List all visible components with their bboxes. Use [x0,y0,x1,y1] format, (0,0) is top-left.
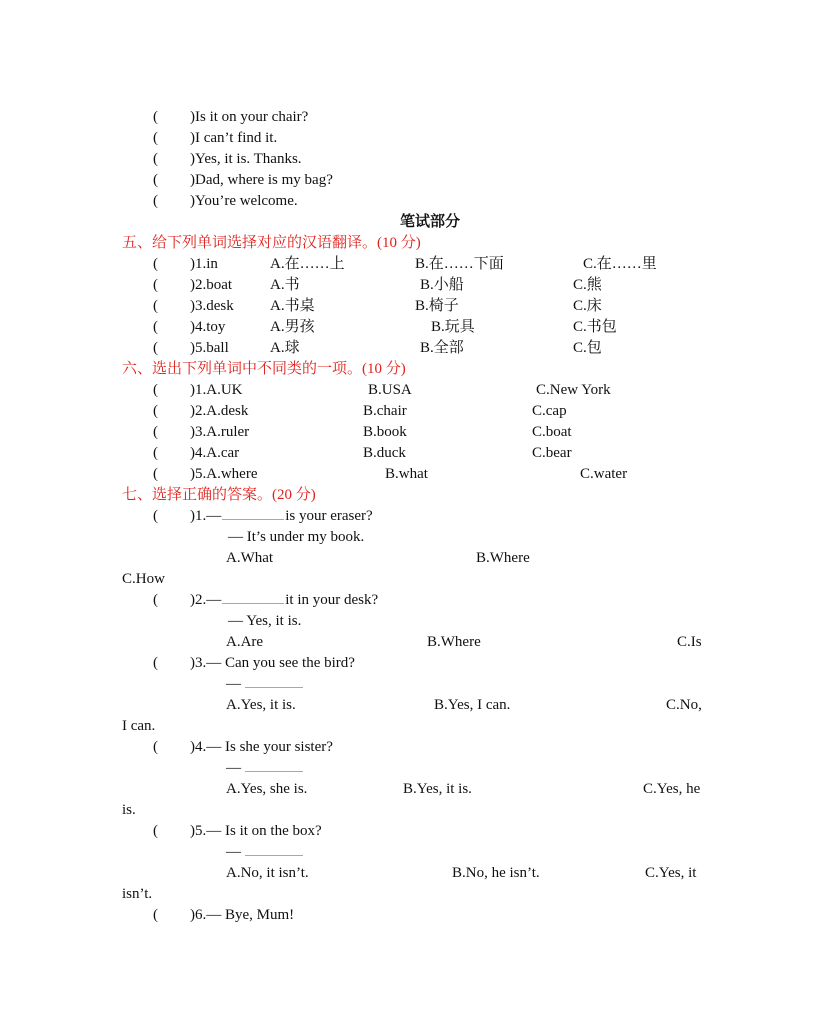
s7-q5-reply [226,843,303,861]
s7-q2-reply: — Yes, it is. [228,613,302,629]
paren-close: ) [190,109,195,125]
s5-q3-option-a: A.书桌 [270,298,315,314]
answer-blank[interactable] [245,759,303,772]
answer-blank[interactable] [245,843,303,856]
s5-q5: )5.ball [190,340,229,356]
paren-open: ( [153,256,158,272]
s7-q3-option-b: B.Yes, I can. [434,697,511,713]
s7-q1-option-b: B.Where [476,550,530,566]
s7-q1-stem [190,507,373,525]
s6-q4: )4.A.car [190,445,240,461]
paren-open: ( [153,403,158,419]
s5-q4-option-c: C.书包 [573,319,617,335]
question-text: it in your desk? [285,592,379,608]
s5-q2: )2.boat [190,277,233,293]
s7-q4-stem: )4.— Is she your sister? [190,739,333,755]
s7-q2-option-a: A.Are [226,634,264,650]
s7-q2-option-b: B.Where [427,634,481,650]
order-line-4 [190,171,333,189]
paren-close: ) [190,130,195,146]
s7-q1-reply: — It’s under my book. [228,529,365,545]
section7-heading: 七、选择正确的答案。(20 分) [122,487,316,503]
paren-open: ( [153,592,158,608]
s7-q2-option-c: C.Is [677,634,702,650]
paren-open: ( [153,151,158,167]
s6-q3-option-b: B.book [363,424,407,440]
paren-open: ( [153,739,158,755]
paren-close: ) [190,172,195,188]
paren-open: ( [153,823,158,839]
answer-blank[interactable] [245,675,303,688]
paren-open: ( [153,466,158,482]
answer-blank[interactable] [222,591,284,604]
s6-q3-option-c: C.boat [532,424,572,440]
s5-q2-option-b: B.小船 [420,277,464,293]
dash: — [226,844,241,860]
order-line-3 [190,150,302,168]
s7-q4-option-c-cont: is. [122,802,136,818]
s5-q1-option-c: C.在……里 [583,256,657,272]
paren-open: ( [153,130,158,146]
s7-q6-stem: )6.— Bye, Mum! [190,907,295,923]
s5-q5-option-a: A.球 [270,340,300,356]
s6-q4-option-b: B.duck [363,445,406,461]
s7-q3-option-c: C.No, [666,697,702,713]
s7-q4-option-a: A.Yes, she is. [226,781,308,797]
paren-open: ( [153,340,158,356]
paren-open: ( [153,298,158,314]
s7-q4-option-b: B.Yes, it is. [403,781,472,797]
s6-q5-option-c: C.water [580,466,628,482]
s6-q4-option-c: C.bear [532,445,572,461]
paren-open: ( [153,907,158,923]
s7-q4-option-c: C.Yes, he [643,781,701,797]
s5-q3-option-c: C.床 [573,298,602,314]
s7-q3-option-c-cont: I can. [122,718,156,734]
section5-heading: 五、给下列单词选择对应的汉语翻译。(10 分) [122,235,421,251]
paren-open: ( [153,109,158,125]
s7-q3-stem: )3.— Can you see the bird? [190,655,355,671]
s5-q3: )3.desk [190,298,234,314]
s5-q4-option-b: B.玩具 [431,319,475,335]
s7-q5-option-a: A.No, it isn’t. [226,865,309,881]
dash: — [226,760,241,776]
answer-blank[interactable] [222,507,284,520]
paren-close: ) [190,151,195,167]
s6-q1: )1.A.UK [190,382,243,398]
s6-q2-option-c: C.cap [532,403,567,419]
paren-open: ( [153,319,158,335]
paren-open: ( [153,193,158,209]
paren-open: ( [153,424,158,440]
order-text: Yes, it is. Thanks. [195,151,302,167]
s7-q5-option-b: B.No, he isn’t. [452,865,540,881]
section6-heading: 六、选出下列单词中不同类的一项。(10 分) [122,361,406,377]
s5-q1-option-b: B.在……下面 [415,256,504,272]
order-text: I can’t find it. [195,130,278,146]
s6-q1-option-b: B.USA [368,382,412,398]
s5-q1: )1.in [190,256,218,272]
s5-q5-option-b: B.全部 [420,340,464,356]
paren-open: ( [153,277,158,293]
s5-q2-option-a: A.书 [270,277,300,293]
order-text: Dad, where is my bag? [195,172,333,188]
order-text: You’re welcome. [195,193,298,209]
s6-q5-option-b: B.what [385,466,428,482]
paren-open: ( [153,382,158,398]
s6-q3: )3.A.ruler [190,424,250,440]
s7-q4-reply [226,759,303,777]
s7-q3-reply [226,675,303,693]
order-text: Is it on your chair? [195,109,309,125]
s7-q5-option-c: C.Yes, it [645,865,697,881]
paren-open: ( [153,508,158,524]
written-part-title: 笔试部分 [400,214,461,230]
s7-q1-option-a: A.What [226,550,274,566]
order-line-1 [190,108,308,126]
s6-q2-option-b: B.chair [363,403,407,419]
s6-q2: )2.A.desk [190,403,249,419]
s5-q1-option-a: A.在……上 [270,256,345,272]
s6-q1-option-c: C.New York [536,382,611,398]
question-number: )1.— [190,508,222,524]
s5-q5-option-c: C.包 [573,340,602,356]
paren-open: ( [153,445,158,461]
s7-q2-stem [190,591,378,609]
question-text: is your eraser? [285,508,373,524]
dash: — [226,676,241,692]
s7-q5-stem: )5.— Is it on the box? [190,823,322,839]
s5-q4: )4.toy [190,319,226,335]
question-number: )2.— [190,592,222,608]
order-line-5 [190,192,298,210]
s5-q4-option-a: A.男孩 [270,319,315,335]
paren-open: ( [153,172,158,188]
s7-q5-option-c-cont: isn’t. [122,886,153,902]
s7-q3-option-a: A.Yes, it is. [226,697,296,713]
s5-q2-option-c: C.熊 [573,277,602,293]
paren-open: ( [153,655,158,671]
s6-q5: )5.A.where [190,466,258,482]
paren-close: ) [190,193,195,209]
order-line-2 [190,129,277,147]
s5-q3-option-b: B.椅子 [415,298,459,314]
s7-q1-option-c: C.How [122,571,165,587]
